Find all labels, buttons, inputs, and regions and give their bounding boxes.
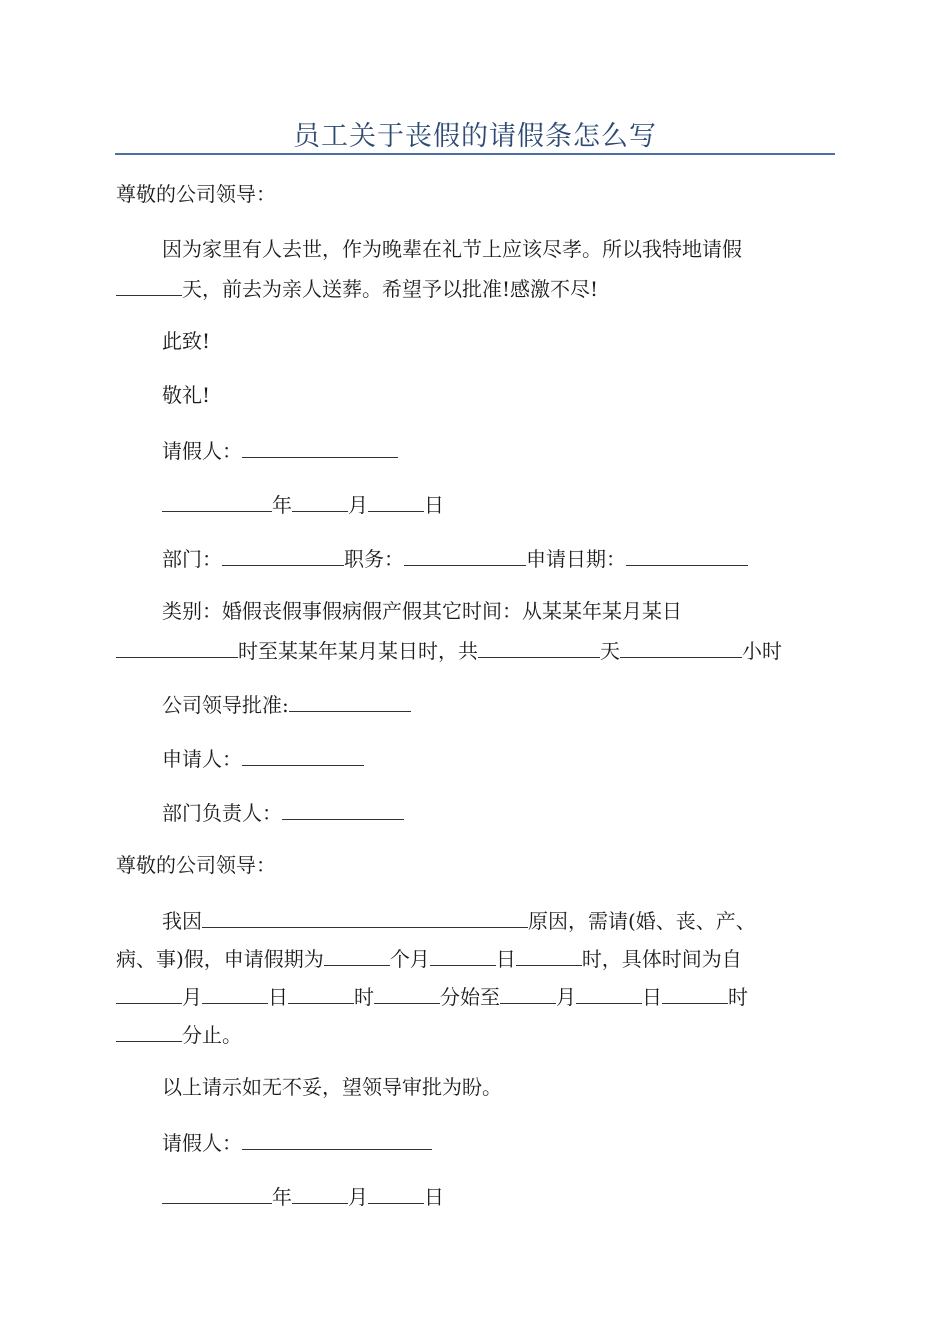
approve-blank[interactable] bbox=[289, 691, 411, 712]
category-line-1: 类别：婚假丧假事假病假产假其它时间：从某某年某月某日 bbox=[162, 599, 682, 623]
category-line-2 bbox=[116, 637, 782, 663]
body-line-1: 因为家里有人去世，作为晚辈在礼节上应该尽孝。所以我特地请假 bbox=[162, 237, 742, 261]
applicant-blank-2[interactable] bbox=[242, 1129, 432, 1150]
month-label: 月 bbox=[348, 493, 368, 517]
dept-head-line bbox=[162, 799, 404, 825]
start-day-label: 日 bbox=[268, 985, 288, 1009]
requester-blank[interactable] bbox=[242, 745, 364, 766]
year-label: 年 bbox=[272, 493, 292, 517]
end-day-blank[interactable] bbox=[576, 983, 642, 1004]
closing-cizhi: 此致! bbox=[162, 329, 211, 353]
year-blank[interactable] bbox=[162, 491, 272, 512]
days-label: 日 bbox=[495, 947, 516, 971]
body-line-2-text: 天，前去为亲人送葬。希望予以批准!感激不尽! bbox=[182, 277, 599, 301]
apply-date-label: 申请日期： bbox=[526, 547, 626, 571]
category-text-c: 小时 bbox=[742, 639, 782, 663]
applicant-line bbox=[162, 437, 398, 463]
category-text-b: 天 bbox=[600, 639, 620, 663]
applicant-label-2: 请假人： bbox=[162, 1131, 242, 1155]
total-days-blank[interactable] bbox=[478, 637, 600, 658]
day-label: 日 bbox=[424, 493, 444, 517]
position-label: 职务： bbox=[344, 547, 404, 571]
apply-date-blank[interactable] bbox=[626, 545, 748, 566]
dept-label: 部门： bbox=[162, 547, 222, 571]
end-hour-blank[interactable] bbox=[662, 983, 728, 1004]
reason-blank[interactable] bbox=[202, 907, 528, 928]
applicant-label: 请假人： bbox=[162, 439, 242, 463]
day-blank-2[interactable] bbox=[368, 1183, 424, 1204]
closing-jingli: 敬礼! bbox=[162, 383, 211, 407]
position-blank[interactable] bbox=[404, 545, 526, 566]
time-range-line bbox=[116, 983, 748, 1009]
start-hour-label: 时 bbox=[354, 985, 374, 1009]
reason-suffix: 原因，需请(婚、丧、产、 bbox=[528, 909, 756, 933]
requester-label: 申请人： bbox=[162, 747, 242, 771]
days-blank[interactable] bbox=[116, 275, 182, 296]
month-blank[interactable] bbox=[292, 491, 348, 512]
title-divider bbox=[115, 153, 835, 155]
end-minute-line bbox=[116, 1021, 242, 1047]
end-month-blank[interactable] bbox=[500, 983, 556, 1004]
approve-label: 公司领导批准: bbox=[162, 693, 289, 717]
dept-line bbox=[162, 545, 748, 571]
total-hours-blank[interactable] bbox=[620, 637, 742, 658]
salutation-2: 尊敬的公司领导： bbox=[116, 853, 276, 877]
date-line bbox=[162, 491, 444, 517]
approve-line bbox=[162, 691, 411, 717]
day-blank[interactable] bbox=[368, 491, 424, 512]
leave-period-line bbox=[116, 945, 742, 971]
end-minute-blank[interactable] bbox=[116, 1021, 182, 1042]
year-blank-2[interactable] bbox=[162, 1183, 272, 1204]
days-blank-2[interactable] bbox=[430, 945, 496, 966]
dept-head-label: 部门负责人： bbox=[162, 801, 282, 825]
start-month-label: 月 bbox=[182, 985, 202, 1009]
applicant-blank[interactable] bbox=[242, 437, 398, 458]
closing-request: 以上请示如无不妥，望领导审批为盼。 bbox=[162, 1075, 502, 1099]
category-text-a: 时至某某年某月某日时，共 bbox=[238, 639, 478, 663]
year-label-2: 年 bbox=[272, 1185, 292, 1209]
day-label-2: 日 bbox=[424, 1185, 444, 1209]
reason-prefix: 我因 bbox=[162, 909, 202, 933]
requester-line bbox=[162, 745, 364, 771]
end-hour-label: 时 bbox=[728, 985, 748, 1009]
dept-blank[interactable] bbox=[222, 545, 344, 566]
hours-label: 时，具体时间为自 bbox=[581, 947, 742, 971]
date-line-2 bbox=[162, 1183, 444, 1209]
body-line-2 bbox=[116, 275, 598, 301]
months-label: 个月 bbox=[389, 947, 430, 971]
months-blank[interactable] bbox=[324, 945, 390, 966]
end-month-label: 月 bbox=[556, 985, 576, 1009]
document-title: 员工关于丧假的请假条怎么写 bbox=[293, 121, 657, 152]
start-minute-label: 分始至 bbox=[440, 985, 500, 1009]
month-label-2: 月 bbox=[348, 1185, 368, 1209]
dept-head-blank[interactable] bbox=[282, 799, 404, 820]
month-blank-2[interactable] bbox=[292, 1183, 348, 1204]
applicant-line-2 bbox=[162, 1129, 432, 1155]
start-hour-blank[interactable] bbox=[116, 637, 238, 658]
salutation: 尊敬的公司领导： bbox=[116, 182, 276, 206]
hours-blank[interactable] bbox=[516, 945, 582, 966]
leave-type-text: 病、事)假，申请假期为 bbox=[116, 947, 324, 971]
start-hour-blank-2[interactable] bbox=[288, 983, 354, 1004]
end-minute-label: 分止。 bbox=[182, 1023, 242, 1047]
start-day-blank[interactable] bbox=[202, 983, 268, 1004]
start-month-blank[interactable] bbox=[116, 983, 182, 1004]
reason-line bbox=[162, 907, 756, 933]
start-minute-blank[interactable] bbox=[374, 983, 440, 1004]
end-day-label: 日 bbox=[642, 985, 662, 1009]
